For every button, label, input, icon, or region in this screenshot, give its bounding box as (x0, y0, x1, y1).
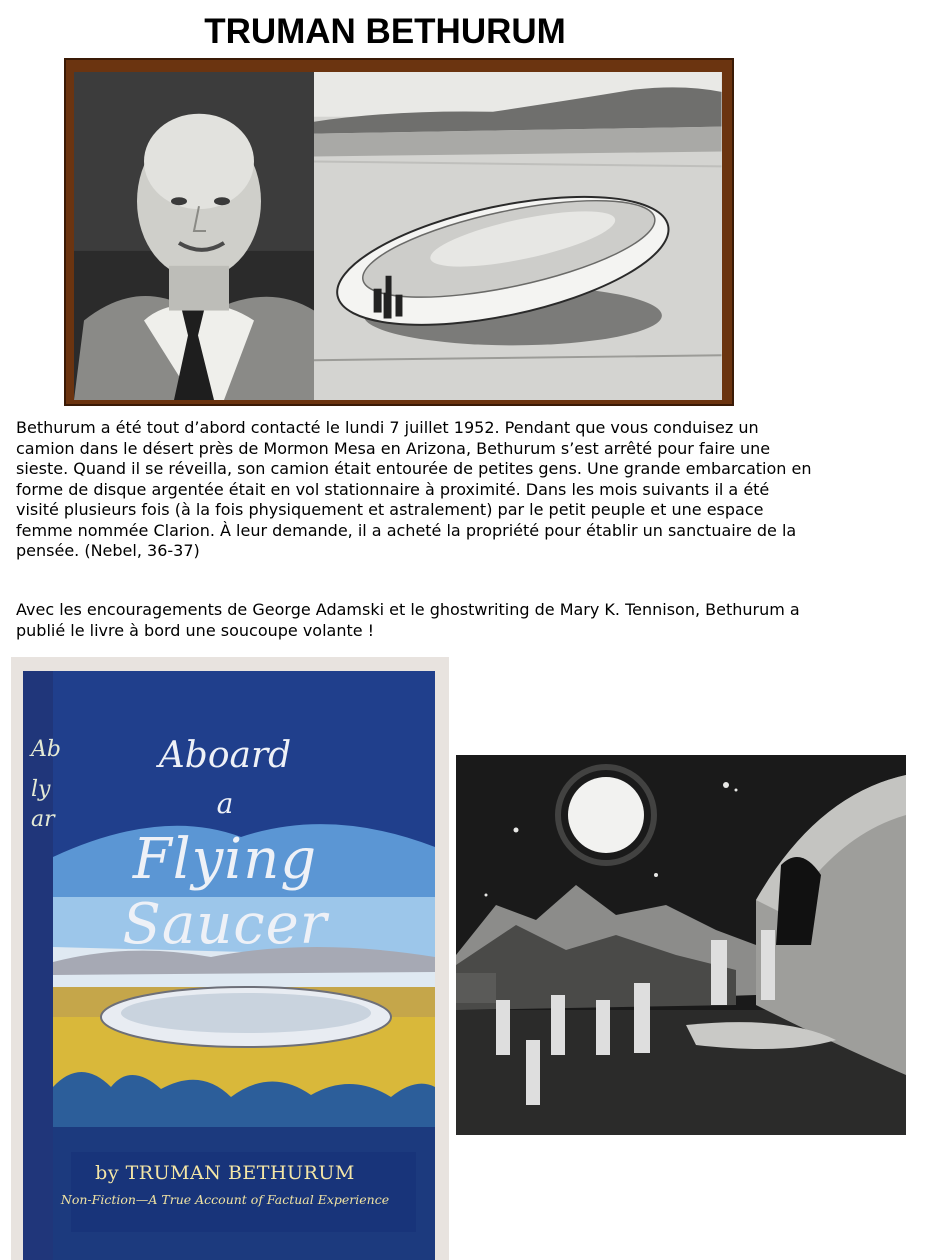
cover-title-line-1: Aboard (158, 735, 292, 776)
book-cover-art (11, 657, 449, 1260)
intro-paragraph: Bethurum a été tout d’abord contacté le lundi 7 juillet 1952. Pendant que vous conduisez un camion dans le désert près de Mormon Mesa en Arizona, Bethurum s’est arrêté pour faire une sieste. Quand il se réveilla, son camion était entourée de petites gens. Une grande embarcation en forme de disque argentée était en vol stationnaire à proximité. Dans les mois suivants il a été visité plusieurs fois (à la fois physiquement et astralement) par le petit peuple et une espace femme nommée Clarion. À leur demande, il a acheté la propriété pour établir un sanctuaire de la pensée. (Nebel, 36-37) (16, 418, 812, 560)
spine-text-3: ar (31, 807, 55, 832)
cover-tagline: Non-Fiction—A True Account of Factual Experience (60, 1192, 390, 1207)
photo-inner (74, 72, 722, 400)
photo-frame (64, 58, 734, 406)
cover-title-line-3: Flying Saucer (122, 827, 328, 957)
spine-text-1: Ab (31, 737, 61, 762)
portrait-photo (74, 72, 314, 400)
book-paragraph: Avec les encouragements de George Adamski et le ghostwriting de Mary K. Tennison, Bethurum a publié le livre à bord une soucoupe volante ! (16, 600, 800, 640)
boarding-illustration (456, 755, 906, 1135)
page-title: TRUMAN BETHURUM (204, 12, 566, 51)
saucer-landing-drawing (314, 72, 722, 400)
cover-title-line-2: a (216, 787, 234, 820)
cover-author: by TRUMAN BETHURUM (95, 1162, 355, 1184)
spine-text-2: ly (31, 777, 51, 802)
book-cover-image (11, 657, 449, 1260)
